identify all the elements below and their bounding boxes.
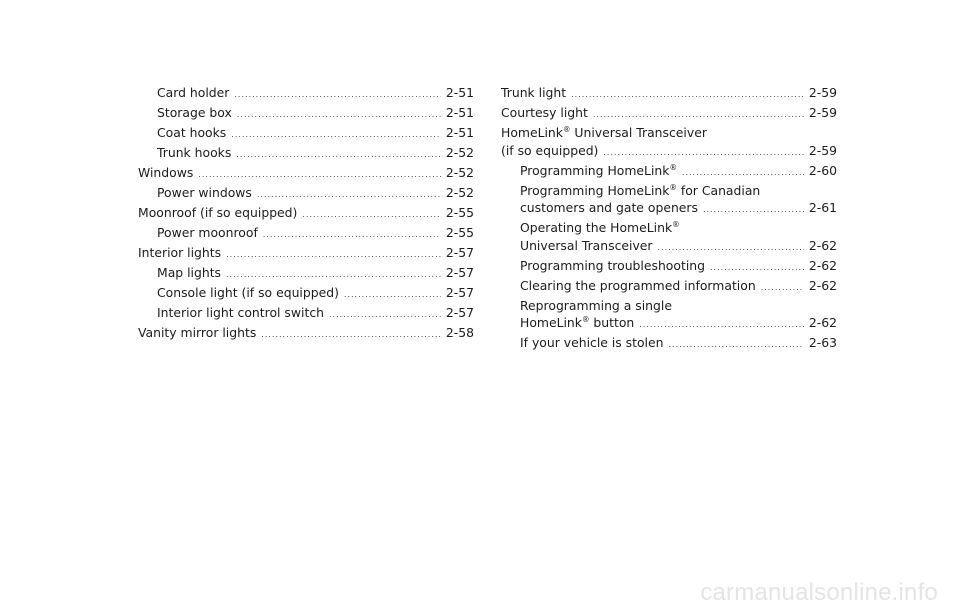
toc-entry-label: Map lights <box>157 264 222 280</box>
toc-entry[interactable] <box>138 324 474 344</box>
dot-leader <box>761 279 804 297</box>
dot-leader <box>302 206 440 224</box>
toc-entry[interactable] <box>138 264 474 284</box>
toc-entry[interactable] <box>138 204 474 224</box>
dot-leader <box>261 326 441 344</box>
dot-leader <box>226 266 441 284</box>
toc-page-number: 2-59 <box>808 85 837 100</box>
dot-leader <box>263 226 441 244</box>
toc-entry[interactable] <box>501 182 837 219</box>
toc-entry[interactable] <box>138 84 474 104</box>
toc-entry-label: Power moonroof <box>157 224 258 240</box>
watermark: carmanualsonline.info <box>700 579 938 606</box>
dot-leader <box>571 86 804 104</box>
toc-page-number: 2-57 <box>445 284 474 300</box>
toc-entry-title-line: Operating the HomeLink® <box>520 220 680 236</box>
toc-entry[interactable] <box>501 277 837 297</box>
toc-entry[interactable] <box>138 244 474 264</box>
toc-entry-label: Moonroof (if so equipped) <box>138 204 298 220</box>
toc-entry-label: Programming troubleshooting <box>520 257 705 273</box>
toc-entry[interactable] <box>501 104 837 124</box>
toc-entry-label: Vanity mirror lights <box>138 324 257 340</box>
dot-leader <box>603 144 803 162</box>
toc-entry[interactable] <box>501 84 837 104</box>
toc-entry-title-line: Reprogramming a single <box>520 297 672 313</box>
toc-entry-label: Card holder <box>157 85 230 100</box>
toc-page-number: 2-62 <box>808 237 837 253</box>
dot-leader <box>668 336 803 354</box>
toc-entry-title-line: Programming HomeLink® for Canadian <box>520 182 761 198</box>
toc-page-number: 2-55 <box>445 204 474 220</box>
toc-entry-label: Programming HomeLink® <box>520 162 677 178</box>
toc-page-number: 2-62 <box>808 257 837 273</box>
toc-entry-label: Clearing the programmed information <box>520 277 756 293</box>
toc-page-number: 2-62 <box>808 277 837 293</box>
dot-leader <box>257 186 441 204</box>
dot-leader <box>710 259 804 277</box>
dot-leader <box>658 239 804 257</box>
dot-leader <box>226 246 441 264</box>
toc-page-number: 2-58 <box>445 324 474 340</box>
toc-entry-label: Courtesy light <box>501 104 588 120</box>
toc-page-number: 2-59 <box>808 142 837 158</box>
toc-page-number: 2-52 <box>445 184 474 200</box>
dot-leader <box>236 146 441 164</box>
dot-leader <box>198 166 441 184</box>
toc-entry[interactable] <box>501 334 837 354</box>
dot-leader <box>329 306 441 324</box>
toc-page-number: 2-51 <box>445 124 474 140</box>
toc-page-number: 2-55 <box>445 224 474 240</box>
dot-leader <box>231 126 441 144</box>
dot-leader <box>703 201 804 219</box>
dot-leader <box>593 106 804 124</box>
toc-entry-label: If your vehicle is stolen <box>520 335 664 351</box>
toc-page-number: 2-52 <box>445 144 474 160</box>
toc-entry[interactable] <box>501 124 837 161</box>
toc-entry[interactable] <box>501 162 837 182</box>
dot-leader <box>237 106 441 124</box>
toc-entry[interactable] <box>138 104 474 124</box>
toc-entry[interactable] <box>501 219 837 256</box>
toc-entry-label: (if so equipped) <box>501 142 599 158</box>
toc-entry[interactable] <box>138 164 474 184</box>
dot-leader <box>344 286 441 304</box>
toc-page-number: 2-52 <box>445 164 474 180</box>
dot-leader <box>682 164 804 182</box>
toc-entry-label: Storage box <box>157 104 232 120</box>
toc-entry-label: Trunk light <box>501 85 567 100</box>
toc-page-number: 2-57 <box>445 264 474 280</box>
toc-entry-title-line: HomeLink® Universal Transceiver <box>501 124 707 140</box>
toc-right-column <box>501 84 837 354</box>
toc-page-number: 2-51 <box>445 104 474 120</box>
toc-page-number: 2-60 <box>808 162 837 178</box>
toc-entry-label: Power windows <box>157 184 252 200</box>
toc-page-number: 2-59 <box>808 104 837 120</box>
toc-entry-label: Windows <box>138 164 194 180</box>
toc-entry[interactable] <box>138 124 474 144</box>
toc-entry[interactable] <box>138 224 474 244</box>
toc-entry[interactable] <box>501 257 837 277</box>
toc-entry-label: Trunk hooks <box>157 144 232 160</box>
toc-entry-label: Coat hooks <box>157 124 227 140</box>
toc-entry[interactable] <box>501 297 837 334</box>
toc-page-number: 2-61 <box>808 200 837 216</box>
toc-entry-label: Console light (if so equipped) <box>157 284 339 300</box>
dot-leader <box>639 316 804 334</box>
toc-page-number: 2-51 <box>445 85 474 100</box>
toc-entry-label: Universal Transceiver <box>520 237 653 253</box>
toc-entry-label: Interior lights <box>138 244 222 260</box>
toc-entry[interactable] <box>138 304 474 324</box>
toc-entry[interactable] <box>138 144 474 164</box>
toc-page-number: 2-57 <box>445 304 474 320</box>
toc-entry-label: HomeLink® button <box>520 315 635 331</box>
dot-leader <box>234 86 440 104</box>
toc-page-number: 2-63 <box>808 335 837 351</box>
toc-entry-label: Interior light control switch <box>157 304 324 320</box>
toc-page-number: 2-62 <box>808 315 837 331</box>
toc-page-number: 2-57 <box>445 244 474 260</box>
toc-entry[interactable] <box>138 284 474 304</box>
toc-entry[interactable] <box>138 184 474 204</box>
toc-left-column <box>138 84 474 344</box>
toc-entry-label: customers and gate openers <box>520 200 698 216</box>
